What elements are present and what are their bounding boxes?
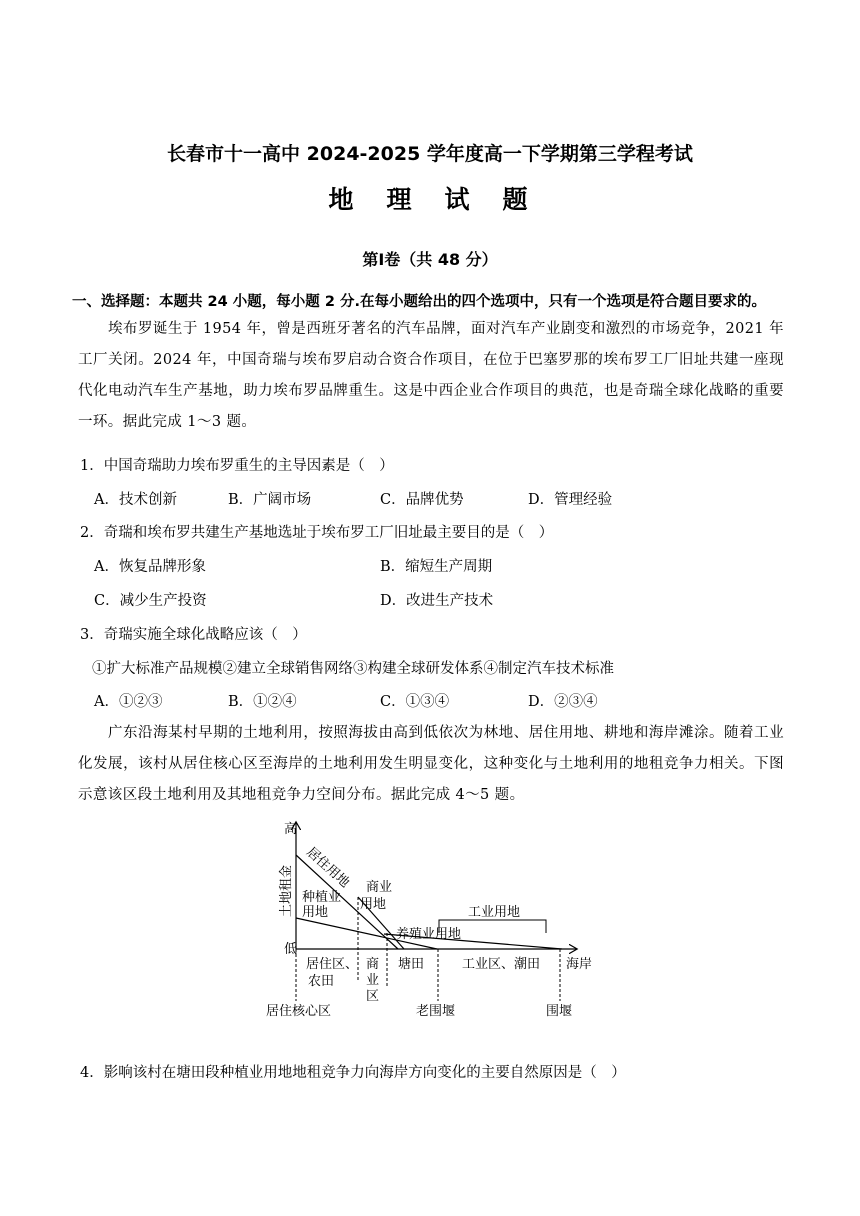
question-3-items: ①扩大标准产品规模②建立全球销售网络③构建全球研发体系④制定汽车技术标准 <box>92 661 614 677</box>
x-end-label: 海岸 <box>566 957 593 972</box>
passage-1: 埃布罗诞生于 1954 年，曾是西班牙著名的汽车品牌，面对汽车产业剧变和激烈的市场竞争，2021 年工厂关闭。2024 年，中国奇瑞与埃布罗启动合资合作项目，在位于巴塞罗那的埃布罗工厂旧址共建一座现代化电动汽车生产基地，助力埃布罗品牌重生。这是中西企业合作项目的典范，也是奇瑞全球化战略的重要一环。据此完成 1～3 题。 <box>78 321 784 430</box>
q1-option-c[interactable]: C．品牌优势 <box>380 492 464 508</box>
y-low-label: 低 <box>284 942 298 957</box>
part-heading: 第Ⅰ卷（共 48 分） <box>362 250 498 269</box>
question-4-stem: 4．影响该村在塘田段种植业用地地租竞争力向海岸方向变化的主要自然原因是（ ） <box>80 1065 626 1081</box>
q3-option-d[interactable]: D．②③④ <box>528 694 598 710</box>
curve-planting-label-2: 用地 <box>302 905 329 920</box>
q2-option-b[interactable]: B．缩短生产周期 <box>380 559 493 575</box>
passage-2: 广东沿海某村早期的土地利用，按照海拔由高到低依次为林地、居住用地、耕地和海岸滩涂。随着工业化发展，该村从居住核心区至海岸的土地利用发生明显变化，这种变化与土地利用的地租竞争力相关。下图示意该区段土地利用及其地租竞争力空间分布。据此完成 4～5 题。 <box>78 725 784 803</box>
zone-commercial-char-2: 业 <box>366 973 380 988</box>
curve-commercial-label-1: 商业 <box>366 880 393 895</box>
exam-title: 长春市十一高中 2024-2025 学年度高一下学期第三学程考试 <box>167 143 693 165</box>
zone-residential-label-2: 农田 <box>308 974 335 989</box>
question-3-stem: 3．奇瑞实施全球化战略应该（ ） <box>80 627 307 643</box>
section-instruction: 一、选择题：本题共 24 小题，每小题 2 分.在每小题给出的四个选项中，只有一个选项是符合题目要求的。 <box>72 294 766 310</box>
q3-option-c[interactable]: C．①③④ <box>380 694 450 710</box>
mark-core-label: 居住核心区 <box>266 1004 332 1019</box>
q2-option-c[interactable]: C．减少生产投资 <box>94 593 207 609</box>
q1-option-a[interactable]: A．技术创新 <box>94 492 177 508</box>
question-1-stem: 1．中国奇瑞助力埃布罗重生的主导因素是（ ） <box>80 458 394 474</box>
q2-option-a[interactable]: A．恢复品牌形象 <box>94 559 206 575</box>
zone-residential-label-1: 居住区、 <box>306 957 359 972</box>
curve-residential-label: 居住用地 <box>303 844 353 891</box>
zone-commercial-char-1: 商 <box>366 957 380 972</box>
curve-aquaculture-label: 养殖业用地 <box>396 927 462 942</box>
subject-title: 地 理 试 题 <box>328 185 532 214</box>
zone-commercial-char-3: 区 <box>366 989 380 1004</box>
y-high-label: 高 <box>284 822 298 837</box>
land-rent-diagram <box>262 815 622 1025</box>
question-2-stem: 2．奇瑞和埃布罗共建生产基地选址于埃布罗工厂旧址最主要目的是（ ） <box>80 525 554 541</box>
zone-ponds-label: 塘田 <box>398 957 425 972</box>
mark-old-dike-label: 老围堰 <box>416 1004 456 1019</box>
q3-option-b[interactable]: B．①②④ <box>228 694 297 710</box>
q3-option-a[interactable]: A．①②③ <box>94 694 163 710</box>
curve-commercial-label-2: 用地 <box>360 897 387 912</box>
y-axis-title: 土地租金 <box>279 864 294 917</box>
mark-dike-label: 围堰 <box>546 1004 573 1019</box>
zone-industrial-label: 工业区、潮田 <box>462 957 541 972</box>
curve-planting-label-1: 种植业 <box>302 890 342 905</box>
curve-industrial-label: 工业用地 <box>468 905 521 920</box>
q1-option-d[interactable]: D．管理经验 <box>528 492 613 508</box>
q1-option-b[interactable]: B．广阔市场 <box>228 492 312 508</box>
q2-option-d[interactable]: D．改进生产技术 <box>380 593 494 609</box>
